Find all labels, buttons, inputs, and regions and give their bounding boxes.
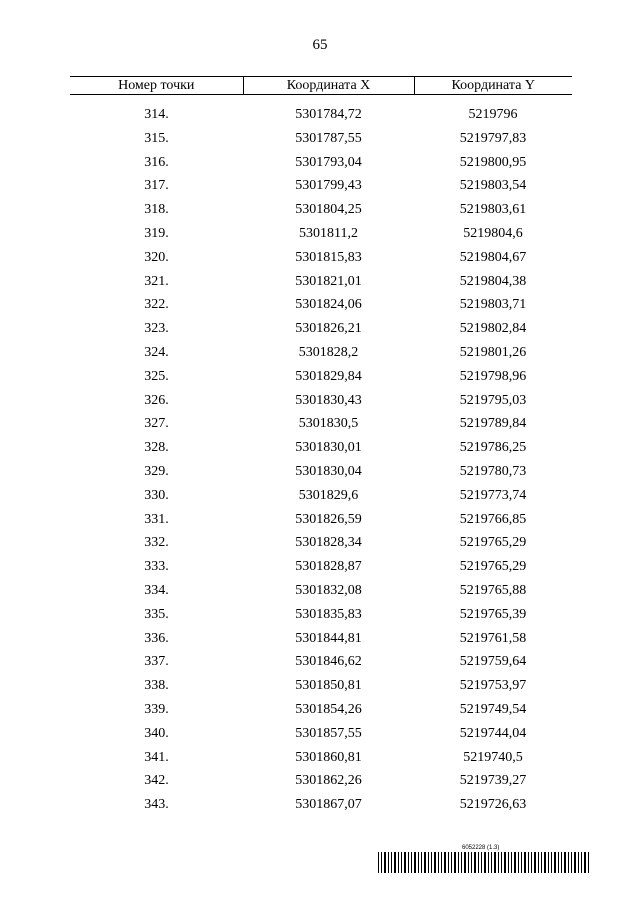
table-row [70, 555, 572, 579]
coordinate-y-cell: 5219803,61 [459, 202, 527, 218]
table-body [70, 95, 572, 817]
table-row [70, 95, 572, 127]
coordinate-x-cell: 5301829,84 [295, 368, 362, 384]
coordinate-x-cell: 5301850,81 [295, 678, 362, 694]
coordinate-x-cell: 5301804,25 [295, 202, 362, 218]
point-number-cell: 328. [144, 440, 169, 456]
coordinate-x-cell: 5301857,55 [295, 725, 362, 741]
coordinate-y-cell: 5219804,67 [459, 249, 527, 265]
point-number-cell: 324. [144, 344, 169, 360]
table-row [70, 746, 572, 770]
coordinate-x-cell: 5301846,62 [295, 654, 362, 670]
table-row [70, 246, 572, 270]
coordinate-x-cell: 5301824,06 [295, 297, 362, 313]
point-number-cell: 343. [144, 797, 169, 813]
coordinate-y-cell: 5219744,04 [459, 725, 527, 741]
coordinate-y-cell: 5219765,29 [459, 535, 527, 551]
coordinate-y-cell: 5219761,58 [459, 630, 527, 646]
table-row [70, 365, 572, 389]
coordinate-y-cell: 5219753,97 [459, 678, 527, 694]
coordinate-x-cell: 5301799,43 [295, 178, 362, 194]
table-row [70, 317, 572, 341]
header-coordinate-x: Координата X [243, 77, 414, 95]
point-number-cell: 316. [144, 154, 169, 170]
table-row [70, 627, 572, 651]
point-number-cell: 342. [144, 773, 169, 789]
coordinate-x-cell: 5301821,01 [295, 273, 362, 289]
point-number-cell: 315. [144, 130, 169, 146]
barcode-image [378, 852, 590, 873]
coordinate-y-cell: 5219795,03 [459, 392, 527, 408]
coordinate-y-cell: 5219802,84 [459, 321, 527, 337]
coordinate-y-cell: 5219765,88 [459, 582, 527, 598]
table-row [70, 508, 572, 532]
coordinate-x-cell: 5301828,2 [298, 344, 359, 360]
point-number-cell: 329. [144, 463, 169, 479]
table-row [70, 793, 572, 817]
table-row [70, 222, 572, 246]
point-number-cell: 336. [144, 630, 169, 646]
coordinate-x-cell: 5301826,59 [295, 511, 362, 527]
coordinate-y-cell: 5219766,85 [459, 511, 527, 527]
table-row [70, 270, 572, 294]
coordinate-x-cell: 5301830,43 [295, 392, 362, 408]
table-row [70, 603, 572, 627]
coordinate-x-cell: 5301832,08 [295, 582, 362, 598]
coordinate-y-cell: 5219726,63 [459, 797, 527, 813]
point-number-cell: 341. [144, 749, 169, 765]
point-number-cell: 340. [144, 725, 169, 741]
coordinate-x-cell: 5301829,6 [298, 487, 359, 503]
point-number-cell: 319. [144, 225, 169, 241]
coordinate-x-cell: 5301815,83 [295, 249, 362, 265]
point-number-cell: 322. [144, 297, 169, 313]
coordinate-x-cell: 5301830,01 [295, 440, 362, 456]
coordinate-y-cell: 5219804,6 [463, 225, 523, 241]
coordinate-y-cell: 5219780,73 [459, 463, 527, 479]
table-row [70, 460, 572, 484]
coordinate-x-cell: 5301854,26 [295, 701, 362, 717]
table-row [70, 127, 572, 151]
table-header-row [70, 77, 572, 95]
table-row [70, 341, 572, 365]
point-number-cell: 331. [144, 511, 169, 527]
coordinate-x-cell: 5301862,26 [295, 773, 362, 789]
document-code: 6052228 (1.3) [462, 845, 500, 851]
coordinate-x-cell: 5301826,21 [295, 321, 362, 337]
table-row [70, 174, 572, 198]
page-number: 65 [312, 37, 328, 53]
point-number-cell: 332. [144, 535, 169, 551]
table-row [70, 531, 572, 555]
point-number-cell: 323. [144, 321, 169, 337]
coordinate-y-cell: 5219796 [468, 107, 518, 122]
point-number-cell: 320. [144, 249, 169, 265]
coordinate-x-cell: 5301784,72 [295, 107, 362, 122]
coordinate-y-cell: 5219803,54 [459, 178, 527, 194]
header-coordinate-y: Координата Y [414, 77, 572, 95]
coordinate-x-cell: 5301860,81 [295, 749, 362, 765]
table-row [70, 198, 572, 222]
coordinate-y-cell: 5219800,95 [459, 154, 527, 170]
coordinate-y-cell: 5219739,27 [459, 773, 527, 789]
point-number-cell: 338. [144, 678, 169, 694]
coordinate-x-cell: 5301811,2 [299, 225, 358, 241]
coordinate-y-cell: 5219786,25 [459, 440, 527, 456]
point-number-cell: 314. [144, 107, 169, 122]
coordinate-x-cell: 5301793,04 [295, 154, 362, 170]
coordinate-x-cell: 5301787,55 [295, 130, 362, 146]
coordinate-y-cell: 5219789,84 [459, 416, 527, 432]
coordinate-x-cell: 5301867,07 [295, 797, 362, 813]
coordinate-y-cell: 5219804,38 [459, 273, 527, 289]
point-number-cell: 326. [144, 392, 169, 408]
coordinate-y-cell: 5219759,64 [459, 654, 527, 670]
table-row [70, 579, 572, 603]
coordinate-y-cell: 5219803,71 [459, 297, 527, 313]
table-row [70, 412, 572, 436]
coordinate-y-cell: 5219765,39 [459, 606, 527, 622]
coordinate-x-cell: 5301828,87 [295, 559, 362, 575]
point-number-cell: 321. [144, 273, 169, 289]
coordinates-table [70, 76, 572, 817]
point-number-cell: 335. [144, 606, 169, 622]
coordinate-y-cell: 5219801,26 [459, 344, 527, 360]
table-row [70, 436, 572, 460]
table-row [70, 769, 572, 793]
coordinate-y-cell: 5219740,5 [463, 749, 523, 765]
table-row [70, 698, 572, 722]
point-number-cell: 325. [144, 368, 169, 384]
point-number-cell: 333. [144, 559, 169, 575]
coordinate-x-cell: 5301830,04 [295, 463, 362, 479]
point-number-cell: 337. [144, 654, 169, 670]
coordinate-y-cell: 5219773,74 [459, 487, 527, 503]
coordinate-x-cell: 5301844,81 [295, 630, 362, 646]
table-row [70, 389, 572, 413]
coordinate-y-cell: 5219765,29 [459, 559, 527, 575]
table-row [70, 650, 572, 674]
table-row [70, 484, 572, 508]
point-number-cell: 318. [144, 202, 169, 218]
table-row [70, 151, 572, 175]
header-point-number: Номер точки [70, 77, 243, 95]
coordinate-x-cell: 5301830,5 [298, 416, 359, 432]
table-row [70, 722, 572, 746]
table-row [70, 293, 572, 317]
point-number-cell: 334. [144, 582, 169, 598]
point-number-cell: 339. [144, 701, 169, 717]
coordinate-x-cell: 5301828,34 [295, 535, 362, 551]
point-number-cell: 317. [144, 178, 169, 194]
point-number-cell: 327. [144, 416, 169, 432]
coordinate-y-cell: 5219798,96 [459, 368, 527, 384]
coordinate-x-cell: 5301835,83 [295, 606, 362, 622]
table-row [70, 674, 572, 698]
point-number-cell: 330. [144, 487, 169, 503]
coordinate-y-cell: 5219749,54 [459, 701, 527, 717]
coordinate-y-cell: 5219797,83 [459, 130, 527, 146]
